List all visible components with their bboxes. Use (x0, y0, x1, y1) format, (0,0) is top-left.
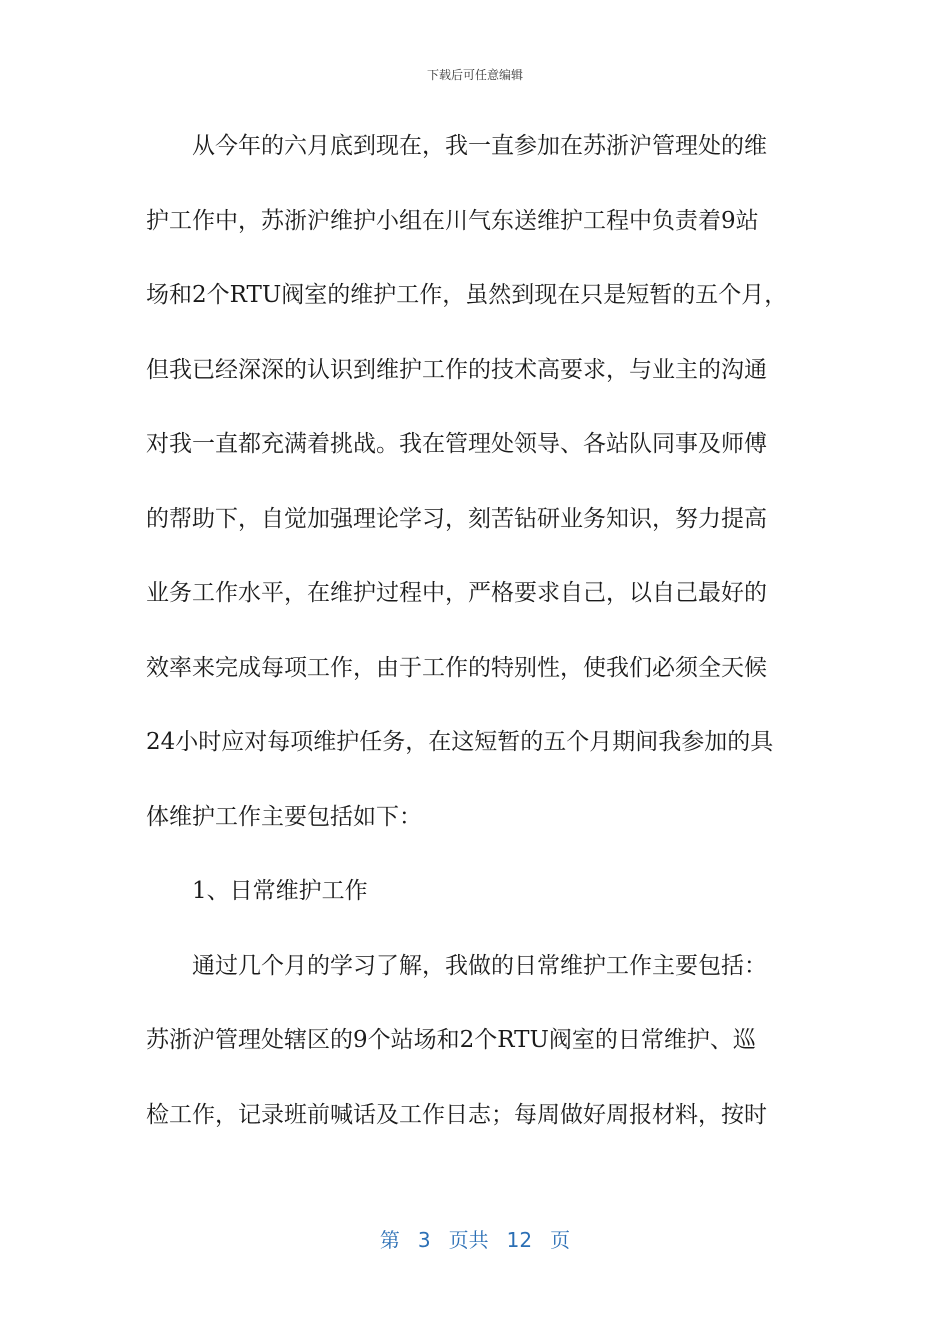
line-text: 对我一直都充满着挑战。我在管理处领导、各站队同事及师傅 (146, 431, 767, 457)
line-text: 24小时应对每项维护任务，在这短暂的五个月期间我参加的具 (146, 729, 774, 755)
line-text: 体维护工作主要包括如下： (146, 804, 422, 830)
footer-prefix: 第 (379, 1228, 400, 1252)
footer-total-pages: 12 (506, 1228, 533, 1252)
page-footer (0, 1224, 950, 1253)
line-text: 业务工作水平，在维护过程中，严格要求自己，以自己最好的 (146, 580, 767, 606)
line-text: 护工作中，苏浙沪维护小组在川气东送维护工程中负责着9站 (146, 208, 759, 234)
line-text: 从今年的六月底到现在，我一直参加在苏浙沪管理处的维 (192, 133, 767, 159)
line-text: 的帮助下，自觉加强理论学习，刻苦钻研业务知识，努力提高 (146, 506, 767, 532)
line-text: 效率来完成每项工作，由于工作的特别性，使我们必须全天候 (146, 655, 767, 681)
line-text: 但我已经深深的认识到维护工作的技术高要求，与业主的沟通 (146, 357, 767, 383)
line-text: 苏浙沪管理处辖区的9个站场和2个RTU阀室的日常维护、巡 (146, 1027, 756, 1053)
footer-suffix: 页 (550, 1228, 571, 1252)
line-text: 1、日常维护工作 (192, 878, 368, 904)
line-text: 场和2个RTU阀室的维护工作，虽然到现在只是短暂的五个月， (146, 282, 788, 308)
line-text: 检工作，记录班前喊话及工作日志；每周做好周报材料，按时 (146, 1102, 767, 1128)
line-text: 通过几个月的学习了解，我做的日常维护工作主要包括： (192, 953, 767, 979)
page-header-note: 下载后可任意编辑 (426, 68, 523, 82)
footer-page-number: 3 (417, 1228, 431, 1252)
footer-middle: 页共 (448, 1228, 489, 1252)
